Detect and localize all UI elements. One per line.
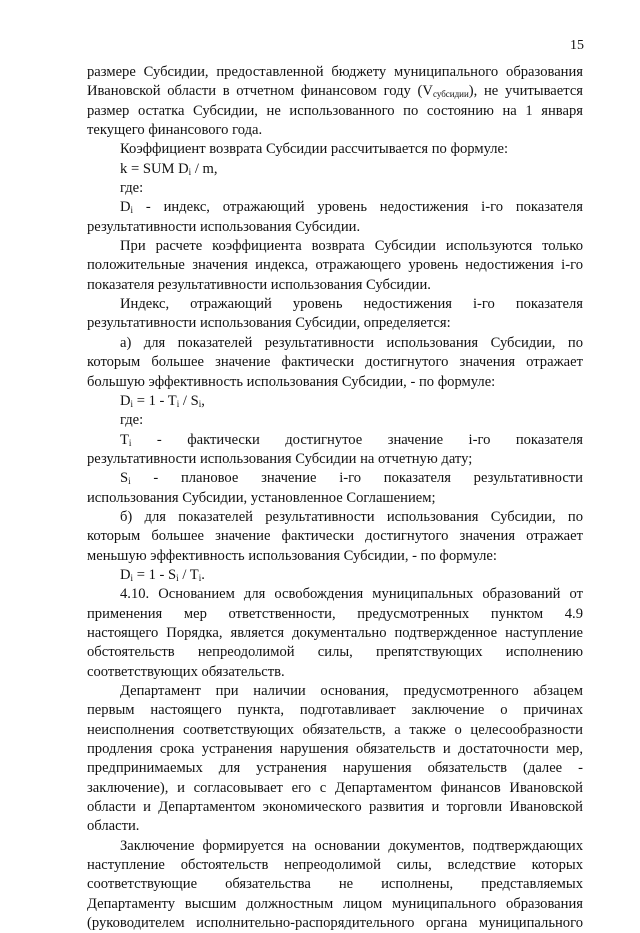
text-line: наступление обстоятельств непреодолимой силы, вследствие которых [87,857,583,874]
text-line: применения мер ответственности, предусмотренных пунктом 4.9 [87,605,583,622]
document-body [87,63,583,933]
text-line: k = SUM $D_i$ / m, [120,160,218,177]
text-line: области. [87,818,140,835]
text-line: меньшую эффективность использования Субсидии, - по формуле: [87,547,497,564]
text-line: $D_i$ - индекс, отражающий уровень недостижения i-го показателя [120,199,583,216]
text-line: размере Субсидии, предоставленной бюджету муниципального образования [87,64,583,80]
text-line: первым настоящего пункта, подготавливает заключение о причинах [87,702,583,719]
text-line: б) для показателей результативности использования Субсидии, по [120,508,583,525]
text-line: Департаменту высшим должностным лицом муниципального образования [87,895,583,912]
text-line: Департамент при наличии основания, предусмотренного абзацем [120,683,583,699]
text-line: предпринимаемых для устранения нарушения обязательств (далее - [87,760,583,777]
text-line: 4.10. Основанием для освобождения муниципальных образований от [120,586,583,603]
text-line: где: [120,180,144,197]
text-line: положительные значения индекса, отражающего уровень недостижения i-го [87,257,583,274]
text-line: размер остатка Субсидии, не использованного по состоянию на 1 января [87,102,583,119]
text-line: неисполнения соответствующих обязательств, а также о целесообразности [87,721,583,738]
text-line: а) для показателей результативности использования Субсидии, по [120,334,583,351]
text-line: Заключение формируется на основании документов, подтверждающих [120,837,583,854]
text-line: показателя результативности использования Субсидии. [87,276,431,293]
text-line: которым большее значение фактически достигнутого значения отражает [87,528,583,545]
text-line: Индекс, отражающий уровень недостижения i-го показателя [120,296,583,313]
text-line: соответствующих обязательств. [87,663,285,680]
text-line: Ивановской области в отчетном финансовом году $(V_{субсидии})$, не учитывается [87,83,584,100]
page-number: 15 [570,38,584,53]
text-line: $S_i$ - плановое значение i-го показателя результативности [120,470,583,487]
text-line: соответствующие обязательства не исполнены, представляемых [87,876,583,893]
text-line: большую эффективность использования Субсидии, - по формуле: [87,373,496,390]
text-line: При расчете коэффициента возврата Субсидии используются только [120,238,583,255]
text-line: продления срока устранения нарушения обязательств и достаточности мер, [87,741,583,758]
text-line: результативности использования Субсидии, определяется: [87,315,451,332]
text-line: использования Субсидии, установленное Соглашением; [87,489,436,506]
text-line: результативности использования Субсидии. [87,218,361,235]
text-line: Коэффициент возврата Субсидии рассчитывается по формуле: [120,141,509,158]
text-line: $D_i = 1 - T_i / S_i$, [120,392,205,409]
text-line: заключение), и согласовывает его с Департаментом финансов Ивановской [87,779,583,796]
text-line: где: [120,412,144,429]
text-line: текущего финансового года. [87,122,263,139]
text-line: которым большее значение фактически достигнутого значения отражает [87,354,583,371]
text-line: (руководителем исполнительно-распорядительного органа муниципального [87,915,583,932]
text-line: $D_i = 1 - S_i / T_i$. [120,566,205,583]
text-line: $T_i$ - фактически достигнутое значение i-го показателя [120,431,583,448]
text-line: обстоятельств непреодолимой силы, препятствующих исполнению [87,644,583,661]
text-line: настоящего Порядка, является документально подтвержденное наступление [87,624,583,641]
text-line: результативности использования Субсидии на отчетную дату; [87,450,473,467]
text-line: области и Департаментом экономического развития и торговли Ивановской [87,799,583,816]
